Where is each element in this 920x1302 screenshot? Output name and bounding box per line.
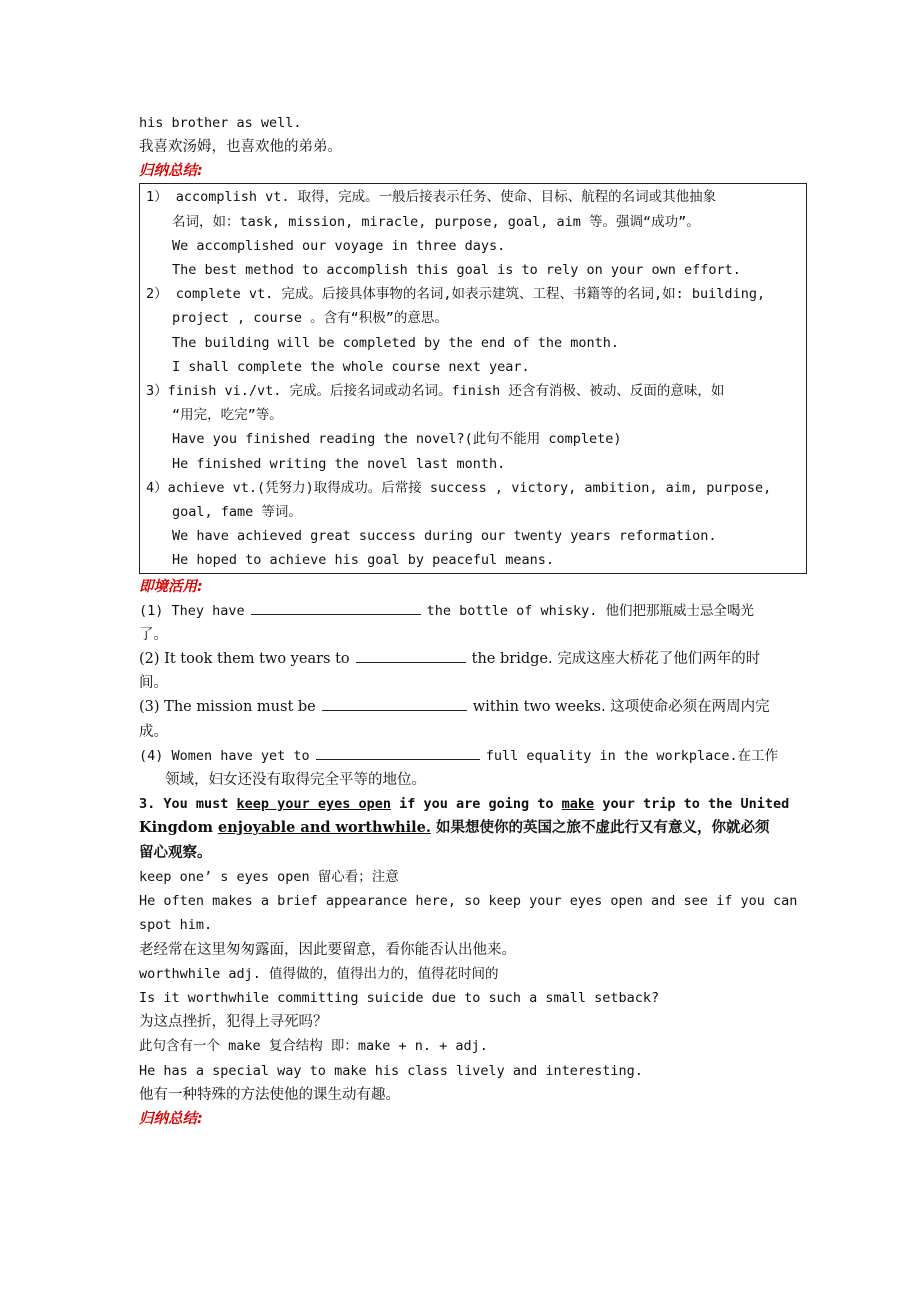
q3-answer-blank[interactable] [322, 696, 467, 711]
item-1-definition-cont: 名词，如：task, mission, miracle, purpose, goal, aim 等。强调“成功”。 [172, 213, 700, 230]
sentence-3-line-1 [139, 792, 809, 816]
note-worthwhile: worthwhile adj. 值得做的，值得出力的，值得花时间的 [139, 965, 499, 982]
item-4-example-1: We have achieved great success during our twenty years reformation. [172, 528, 717, 545]
sentence-3-part: if you are going to [390, 796, 562, 813]
sentence-3-number: 3. You must [139, 796, 237, 813]
note-example-1-translation: 老经常在这里匆匆露面，因此要留意，看你能否认出他来。 [139, 941, 516, 958]
intro-chinese: 我喜欢汤姆，也喜欢他的弟弟。 [139, 139, 342, 156]
item-2-definition: 2） complete vt. 完成。后接具体事物的名词,如表示建筑、工程、书籍等的名词,如: building, [146, 286, 766, 303]
note-example-2: Is it worthwhile committing suicide due to such a small setback? [139, 989, 660, 1006]
practice-question-1-cont: 了。 [139, 626, 168, 643]
note-example-2-translation: 为这点挫折，犯得上寻死吗？ [139, 1014, 328, 1031]
practice-question-2-cont: 间。 [139, 675, 168, 692]
item-1-example-1: We accomplished our voyage in three days. [172, 237, 506, 254]
q4-text-start: (4) Women have yet to [139, 747, 310, 764]
note-example-1-cont: spot him. [139, 917, 213, 934]
sentence-3-line-2 [139, 816, 809, 840]
keyword-enjoyable-worthwhile: enjoyable and worthwhile. [218, 819, 431, 837]
intro-english: his brother as well. [139, 115, 302, 131]
q1-text-end: the bottle of whisky. 他们把那瓶威士忌全喝光 [426, 602, 754, 619]
sentence-3-line-3: 留心观察。 [139, 843, 212, 861]
q2-text-end: the bridge. 完成这座大桥花了他们两年的时 [471, 651, 761, 668]
item-1-definition: 1） accomplish vt. 取得，完成。一般后接表示任务、使命、目标、航程的名词或其他抽象 [146, 189, 717, 206]
sentence-3-translation: 如果想使你的英国之旅不虚此行又有意义，你就必须 [430, 819, 770, 837]
keyword-keep-eyes-open: keep your eyes open [236, 796, 391, 813]
note-make-structure: 此句含有一个 make 复合结构 即：make + n. + adj. [139, 1038, 488, 1055]
keyword-make: make [561, 796, 595, 813]
summary-box [139, 183, 807, 573]
note-example-3-translation: 他有一种特殊的方法使他的课生动有趣。 [139, 1086, 400, 1103]
item-3-example-1: Have you finished reading the novel?(此句不能用 complete) [172, 431, 622, 448]
q3-text-start: (3) The mission must be [139, 699, 316, 716]
practice-question-1 [139, 599, 809, 623]
practice-question-4-cont: 领域，妇女还没有取得完全平等的地位。 [165, 772, 426, 789]
item-1-example-2: The best method to accomplish this goal is to rely on your own effort. [172, 262, 741, 279]
sentence-3-part-2: your trip to the United [594, 796, 790, 813]
practice-question-4 [139, 744, 809, 768]
q1-text-start: (1) They have [139, 602, 245, 619]
q1-answer-blank[interactable] [251, 600, 421, 615]
sentence-3-kingdom: Kingdom [139, 819, 218, 837]
item-2-example-1: The building will be completed by the end of the month. [172, 334, 620, 351]
practice-question-3 [139, 695, 809, 719]
item-4-example-2: He hoped to achieve his goal by peaceful means. [172, 552, 555, 569]
note-keep-eyes-open: keep one’ s eyes open 留心看；注意 [139, 868, 399, 885]
practice-heading: 即境活用: [139, 578, 203, 595]
summary-heading-2: 归纳总结: [139, 1110, 203, 1127]
q4-answer-blank[interactable] [316, 745, 480, 760]
q4-text-end: full equality in the workplace.在工作 [485, 747, 779, 764]
note-example-1: He often makes a brief appearance here, so keep your eyes open and see if you can [139, 893, 798, 910]
note-example-3: He has a special way to make his class lively and interesting. [139, 1062, 643, 1079]
item-3-definition-cont: “用完，吃完”等。 [172, 407, 283, 424]
item-4-definition-cont: goal, fame 等词。 [172, 504, 302, 521]
practice-question-3-cont: 成。 [139, 723, 168, 740]
summary-heading: 归纳总结: [139, 163, 203, 180]
practice-question-2 [139, 647, 809, 671]
item-3-example-2: He finished writing the novel last month. [172, 455, 506, 472]
item-4-definition: 4）achieve vt.(凭努力)取得成功。后常接 success , victory, ambition, aim, purpose, [146, 479, 772, 496]
q2-text-start: (2) It took them two years to [139, 651, 350, 668]
q2-answer-blank[interactable] [356, 648, 466, 663]
item-2-definition-cont: project , course 。含有“积极”的意思。 [172, 310, 448, 327]
document-page [139, 111, 809, 1131]
item-2-example-2: I shall complete the whole course next year. [172, 358, 530, 375]
item-3-definition: 3）finish vi./vt. 完成。后接名词或动名词。finish 还含有消极、被动、反面的意味，如 [146, 383, 725, 400]
q3-text-end: within two weeks. 这项使命必须在两周内完 [472, 699, 770, 716]
